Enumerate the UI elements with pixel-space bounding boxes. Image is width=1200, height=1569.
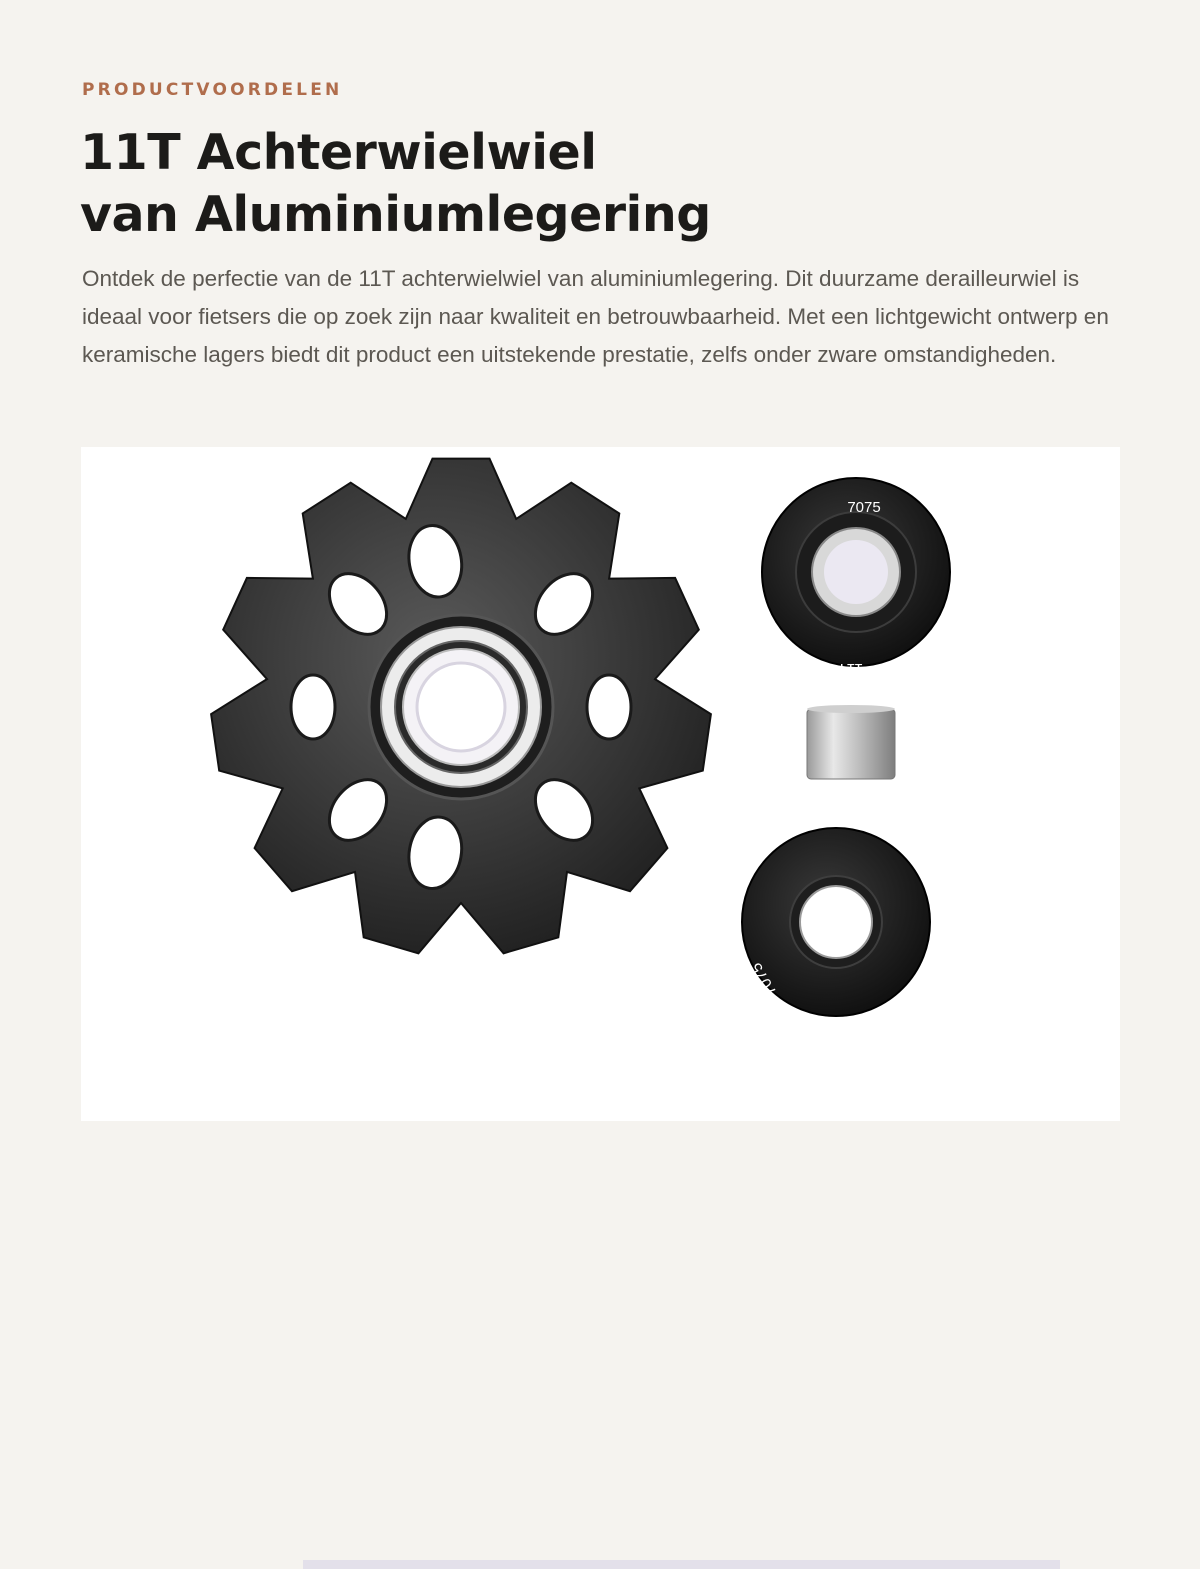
- top-washer-label-11t: 11T: [836, 660, 864, 677]
- section-title: [80, 122, 1120, 246]
- product-image: [81, 447, 1120, 1121]
- section-description: Ontdek de perfectie van de 11T achterwielwiel van aluminiumlegering. Dit duurzame derailleurwiel is ideaal voor fietsers die op zoek zijn naar kwaliteit en betrouwbaarheid. Met een lichtgewicht ontwerp en keramische lagers biedt dit product een uitstekende prestatie, zelfs onder zware omstandigheden.: [82, 266, 1109, 367]
- top-washer: [762, 478, 950, 677]
- section-eyebrow: PRODUCTVOORDELEN: [82, 80, 343, 100]
- title-line-2: van Aluminiumlegering: [80, 186, 711, 243]
- pulley-gear: [211, 459, 711, 954]
- product-illustration: [81, 447, 1120, 1121]
- title-line-1: 11T Achterwielwiel: [80, 124, 597, 181]
- bottom-washer-label-7075: 7075: [747, 959, 781, 999]
- image-bottom-strip: [303, 1560, 1060, 1569]
- bottom-washer-label-11t: 11T: [896, 822, 924, 853]
- spacer-sleeve: [807, 705, 895, 779]
- bottom-washer: [742, 823, 930, 1016]
- top-washer-label-7075: 7075: [847, 499, 881, 516]
